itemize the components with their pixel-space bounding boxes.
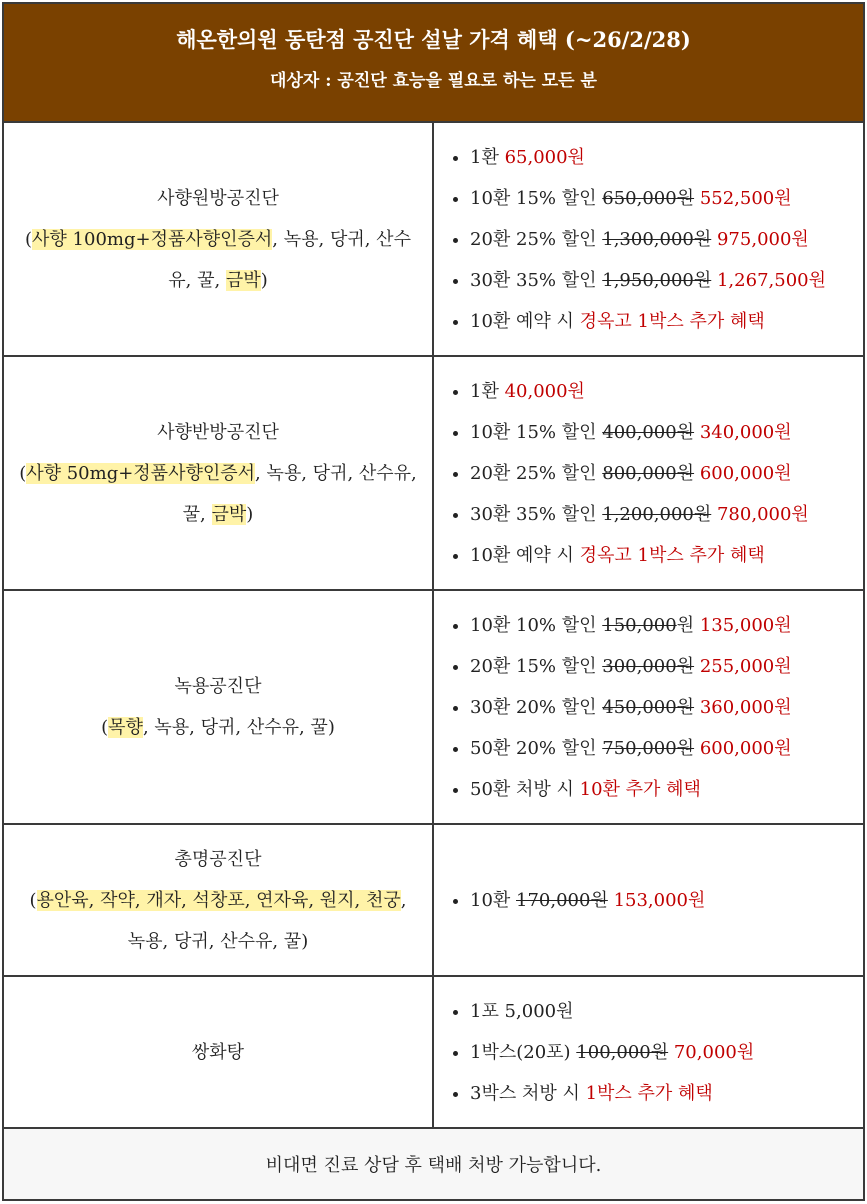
discount-price: 360,000원 [699, 696, 792, 718]
price-item: • 30환 35% 할인 1,950,000원 1,267,500원 [470, 260, 826, 301]
price-table [2, 2, 865, 1201]
price-list-cell [434, 123, 863, 355]
bonus-text: 1박스 추가 혜택 [585, 1082, 713, 1104]
discount-price: 552,500원 [699, 187, 792, 209]
highlight-ingredient: 금박 [211, 503, 247, 525]
original-price: 750,000원 [602, 737, 695, 759]
price-item: • 10환 15% 할인 400,000원 340,000원 [470, 412, 809, 453]
price-item: • 30환 35% 할인 1,200,000원 780,000원 [470, 494, 809, 535]
original-price: 650,000원 [602, 187, 695, 209]
price-list-cell [434, 357, 863, 589]
product-row [4, 825, 863, 977]
price-list-cell [434, 825, 863, 975]
highlight-ingredient: 목향 [108, 717, 143, 738]
original-price: 100,000원 [576, 1041, 669, 1063]
product-name: 사향원방공진단 [157, 187, 279, 209]
highlight-ingredient: 금박 [225, 269, 261, 291]
product-row [4, 977, 863, 1129]
price-item: • 1환 65,000원 [470, 137, 826, 178]
price-item: • 10환 예약 시 경옥고 1박스 추가 혜택 [470, 301, 826, 342]
price-list [434, 605, 792, 810]
page-title: 해온한의원 동탄점 공진단 설날 가격 혜택 (~26/2/28) [176, 27, 691, 52]
original-price: 150,000 [602, 614, 677, 636]
original-price: 1,200,000원 [602, 503, 712, 525]
discount-price: 975,000원 [716, 228, 809, 250]
price-list [434, 371, 809, 576]
discount-price: 153,000원 [613, 889, 706, 911]
price-item: • 10환 170,000원 153,000원 [470, 880, 705, 921]
highlight-ingredient: 용안육, 작약, 개자, 석창포, 연자육, 원지, 천궁 [36, 889, 401, 911]
product-row [4, 357, 863, 591]
price-item: • 1포 5,000원 [470, 991, 754, 1032]
product-name: 총명공진단 [174, 848, 262, 870]
original-price: 1,950,000원 [602, 269, 712, 291]
product-info [4, 825, 434, 975]
original-price: 1,300,000원 [602, 228, 712, 250]
bonus-text: 경옥고 1박스 추가 혜택 [579, 310, 765, 332]
product-info [4, 591, 434, 823]
discount-price: 135,000원 [699, 614, 792, 636]
product-info [4, 357, 434, 589]
original-price: 400,000원 [602, 421, 695, 443]
price-item: • 30환 20% 할인 450,000원 360,000원 [470, 687, 792, 728]
highlight-ingredient: 사향 100mg+정품사향인증서 [32, 228, 273, 250]
product-row [4, 123, 863, 357]
product-name: 사향반방공진단 [157, 421, 279, 443]
discount-price: 340,000원 [699, 421, 792, 443]
product-info [4, 977, 434, 1127]
price-item: • 50환 처방 시 10환 추가 혜택 [470, 769, 792, 810]
product-ingredients: (목향, 녹용, 당귀, 산수유, 꿀) [101, 717, 335, 738]
discount-price: 780,000원 [716, 503, 809, 525]
original-price: 170,000원 [516, 889, 608, 911]
original-price: 450,000원 [602, 696, 695, 718]
price-list-cell [434, 977, 863, 1127]
bonus-text: 10환 추가 혜택 [579, 778, 701, 800]
product-name: 쌍화탕 [191, 1041, 245, 1063]
price-item: • 1박스(20포) 100,000원 70,000원 [470, 1032, 754, 1073]
price-list [434, 137, 826, 342]
discount-price: 600,000원 [699, 737, 792, 759]
footer-note: 비대면 진료 상담 후 택배 처방 가능합니다. [4, 1129, 863, 1199]
price-item: • 3박스 처방 시 1박스 추가 혜택 [470, 1073, 754, 1114]
product-ingredients: (용안육, 작약, 개자, 석창포, 연자육, 원지, 천궁, 녹용, 당귀, 산수유, 꿀) [29, 889, 407, 952]
price-item: • 20환 25% 할인 1,300,000원 975,000원 [470, 219, 826, 260]
product-info [4, 123, 434, 355]
price-item: • 10환 15% 할인 650,000원 552,500원 [470, 178, 826, 219]
target-audience: 대상자 : 공진단 효능을 필요로 하는 모든 분 [270, 71, 597, 91]
product-ingredients: (사향 100mg+정품사향인증서, 녹용, 당귀, 산수유, 꿀, 금박) [25, 228, 411, 291]
product-name: 녹용공진단 [174, 676, 262, 697]
original-price: 800,000원 [602, 462, 695, 484]
discount-price: 70,000원 [673, 1041, 755, 1063]
price-item: • 50환 20% 할인 750,000원 600,000원 [470, 728, 792, 769]
discount-price: 600,000원 [699, 462, 792, 484]
price-item: • 10환 10% 할인 150,000원 135,000원 [470, 605, 792, 646]
price-item: • 20환 25% 할인 800,000원 600,000원 [470, 453, 809, 494]
highlight-ingredient: 사향 50mg+정품사향인증서 [26, 462, 256, 484]
price-item: • 20환 15% 할인 300,000원 255,000원 [470, 646, 792, 687]
price-item: • 10환 예약 시 경옥고 1박스 추가 혜택 [470, 535, 809, 576]
table-header [4, 4, 863, 123]
price-list [434, 880, 705, 921]
price-item: • 1환 40,000원 [470, 371, 809, 412]
price-list [434, 991, 754, 1114]
price-list-cell [434, 591, 863, 823]
bonus-text: 경옥고 1박스 추가 혜택 [579, 544, 765, 566]
product-row [4, 591, 863, 825]
discount-price: 255,000원 [699, 655, 792, 677]
product-ingredients: (사향 50mg+정품사향인증서, 녹용, 당귀, 산수유, 꿀, 금박) [19, 462, 417, 525]
discount-price: 1,267,500원 [716, 269, 826, 291]
original-price: 300,000원 [602, 655, 695, 677]
